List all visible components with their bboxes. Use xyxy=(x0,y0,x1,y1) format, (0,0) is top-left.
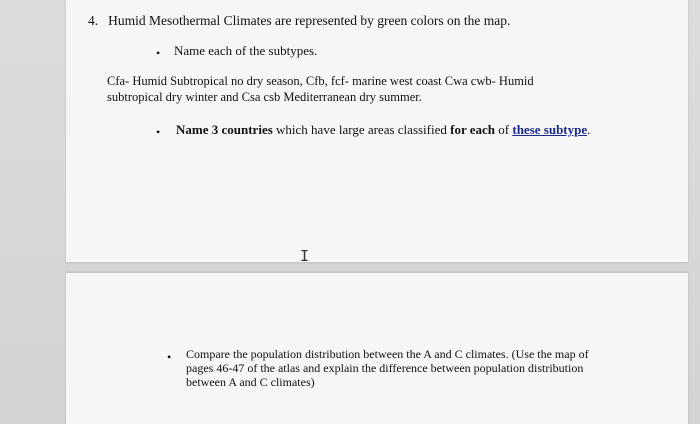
bullet-dot-1: • xyxy=(156,46,161,60)
question-number: 4. xyxy=(88,13,99,28)
compare-line-1: Compare the population distribution between the A and C climates. (Use the map of xyxy=(186,347,589,361)
these-subtype-link[interactable]: these subtype xyxy=(512,122,588,137)
answer-line-1: Cfa- Humid Subtropical no dry season, Cfb, fcf- marine west coast Cwa cwb- Humid xyxy=(107,74,534,88)
countries-part-4: for each xyxy=(450,122,496,137)
bullet-dot-3: • xyxy=(167,350,172,364)
compare-line-2: pages 46-47 of the atlas and explain the difference between population distribution xyxy=(186,361,584,375)
countries-part-3: which have large areas classified xyxy=(272,122,451,137)
countries-part-5: of xyxy=(495,122,513,137)
question-text: Humid Mesothermal Climates are represented by green colors on the map. xyxy=(108,13,511,28)
bullet-text-countries xyxy=(176,122,590,138)
countries-part-7: . xyxy=(587,122,591,137)
countries-part-1: Name 3 xyxy=(176,122,222,137)
bullet-dot-2: • xyxy=(156,125,161,139)
compare-line-3: between A and C climates) xyxy=(186,375,315,389)
bullet-text-subtypes: Name each of the subtypes. xyxy=(174,43,318,58)
bullet-text-compare xyxy=(186,347,616,389)
answer-text[interactable] xyxy=(107,73,557,105)
answer-line-2: subtropical dry winter and Csa csb Mediterranean dry summer. xyxy=(107,90,422,104)
countries-part-2: countries xyxy=(221,122,273,137)
question-heading xyxy=(88,13,510,29)
text-cursor-icon: I xyxy=(300,247,310,265)
